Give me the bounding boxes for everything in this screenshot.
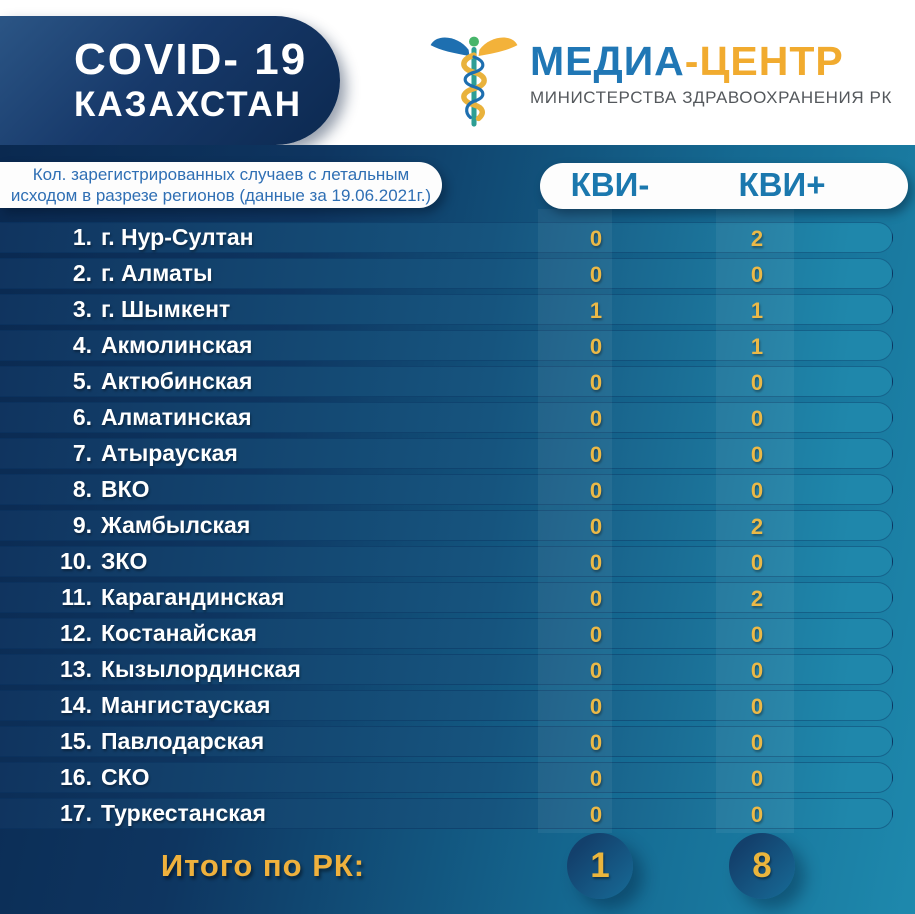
row-index: 4. [72,332,92,358]
table-row [0,546,893,577]
table-row [0,654,893,685]
table-row [0,690,893,721]
kvi-plus-value: 0 [750,730,764,755]
kvi-plus-value: 0 [750,766,764,791]
kvi-plus-value: 1 [750,334,764,359]
caption-line2: исходом в разрезе регионов (данные за 19.06.2021г.) [10,186,432,205]
kvi-plus-value: 0 [750,406,764,431]
row-index: 10. [60,548,92,574]
kvi-plus-value: 2 [750,586,764,611]
row-index: 2. [72,260,92,286]
kvi-plus-value: 0 [750,478,764,503]
row-index: 17. [60,800,92,826]
caduceus-icon [426,28,522,132]
kvi-minus-value: 0 [589,766,603,791]
kvi-minus-value: 0 [589,442,603,467]
kvi-plus-value: 0 [750,694,764,719]
caption-line1: Кол. зарегистрированных случаев с летальным [32,165,410,184]
table-row [0,402,893,433]
row-index: 15. [60,728,92,754]
kvi-plus-value: 0 [750,622,764,647]
region-table [0,222,915,834]
region-name: г. Алматы [101,260,213,286]
brand-subtitle: МИНИСТЕРСТВА ЗДРАВООХРАНЕНИЯ РК [530,88,893,107]
badge-title: COVID- 19 [74,34,308,84]
table-row [0,222,893,253]
kvi-minus-value: 0 [589,622,603,647]
kvi-minus-value: 0 [589,658,603,683]
kvi-plus-value: 2 [750,514,764,539]
kvi-plus-value: 1 [750,298,764,323]
total-kvi-plus-circle [729,833,795,899]
kvi-plus-value: 0 [750,802,764,827]
kvi-minus-value: 0 [589,370,603,395]
table-row [0,762,893,793]
kvi-plus-value: 0 [750,442,764,467]
kvi-plus-value: 0 [750,262,764,287]
media-center-brand [418,22,893,132]
region-name: ЗКО [101,548,148,574]
brand-title-center: -ЦЕНТР [684,38,844,84]
kvi-plus-value: 0 [750,370,764,395]
kvi-plus-value: 0 [750,550,764,575]
column-header-kvi-minus: КВИ- [570,166,650,203]
region-name: г. Шымкент [101,296,231,322]
brand-title [530,38,844,85]
column-header-kvi-plus: КВИ+ [738,166,826,203]
kvi-minus-value: 0 [589,406,603,431]
kvi-minus-value: 0 [589,334,603,359]
region-name: Акмолинская [101,332,253,358]
region-name: Жамбылская [101,512,251,538]
row-index: 5. [72,368,92,394]
region-name: Мангистауская [101,692,271,718]
brand-title-media: МЕДИА [530,38,685,84]
row-index: 1. [72,224,92,250]
region-name: Карагандинская [101,584,285,610]
table-row [0,582,893,613]
data-board [0,145,915,914]
kvi-minus-value: 0 [589,226,603,251]
table-row [0,438,893,469]
column-headers [540,163,908,209]
row-index: 8. [72,476,92,502]
table-row [0,294,893,325]
kvi-plus-value: 2 [750,226,764,251]
region-name: Атырауская [101,440,238,466]
table-caption [0,162,442,208]
total-kvi-minus-circle [567,833,633,899]
table-row [0,798,893,829]
table-row [0,510,893,541]
row-index: 14. [60,692,92,718]
kvi-minus-value: 0 [589,478,603,503]
table-row [0,366,893,397]
region-name: Костанайская [101,620,257,646]
row-index: 3. [72,296,92,322]
kvi-minus-value: 0 [589,802,603,827]
region-name: Кызылординская [101,656,301,682]
kvi-minus-value: 0 [589,550,603,575]
row-index: 6. [72,404,92,430]
total-kvi-plus-value: 8 [752,846,772,885]
region-name: Павлодарская [101,728,265,754]
row-index: 7. [72,440,92,466]
region-name: ВКО [101,476,150,502]
kvi-minus-value: 0 [589,262,603,287]
table-row [0,618,893,649]
total-label: Итого по РК: [160,848,366,883]
region-name: г. Нур-Султан [101,224,254,250]
row-index: 12. [60,620,92,646]
kvi-minus-value: 0 [589,514,603,539]
kvi-minus-value: 0 [589,586,603,611]
row-index: 11. [61,584,92,610]
kvi-minus-value: 0 [589,694,603,719]
region-name: Туркестанская [101,800,266,826]
total-kvi-minus-value: 1 [590,846,610,885]
badge-subtitle: КАЗАХСТАН [74,84,302,124]
kvi-minus-value: 0 [589,730,603,755]
table-row [0,726,893,757]
region-name: СКО [101,764,150,790]
row-index: 9. [72,512,92,538]
table-row [0,474,893,505]
row-index: 16. [60,764,92,790]
covid-kazakhstan-badge [0,16,340,145]
row-index: 13. [60,656,92,682]
table-row [0,330,893,361]
region-name: Алматинская [101,404,252,430]
region-name: Актюбинская [101,368,253,394]
kvi-plus-value: 0 [750,658,764,683]
table-row [0,258,893,289]
kvi-minus-value: 1 [589,298,603,323]
